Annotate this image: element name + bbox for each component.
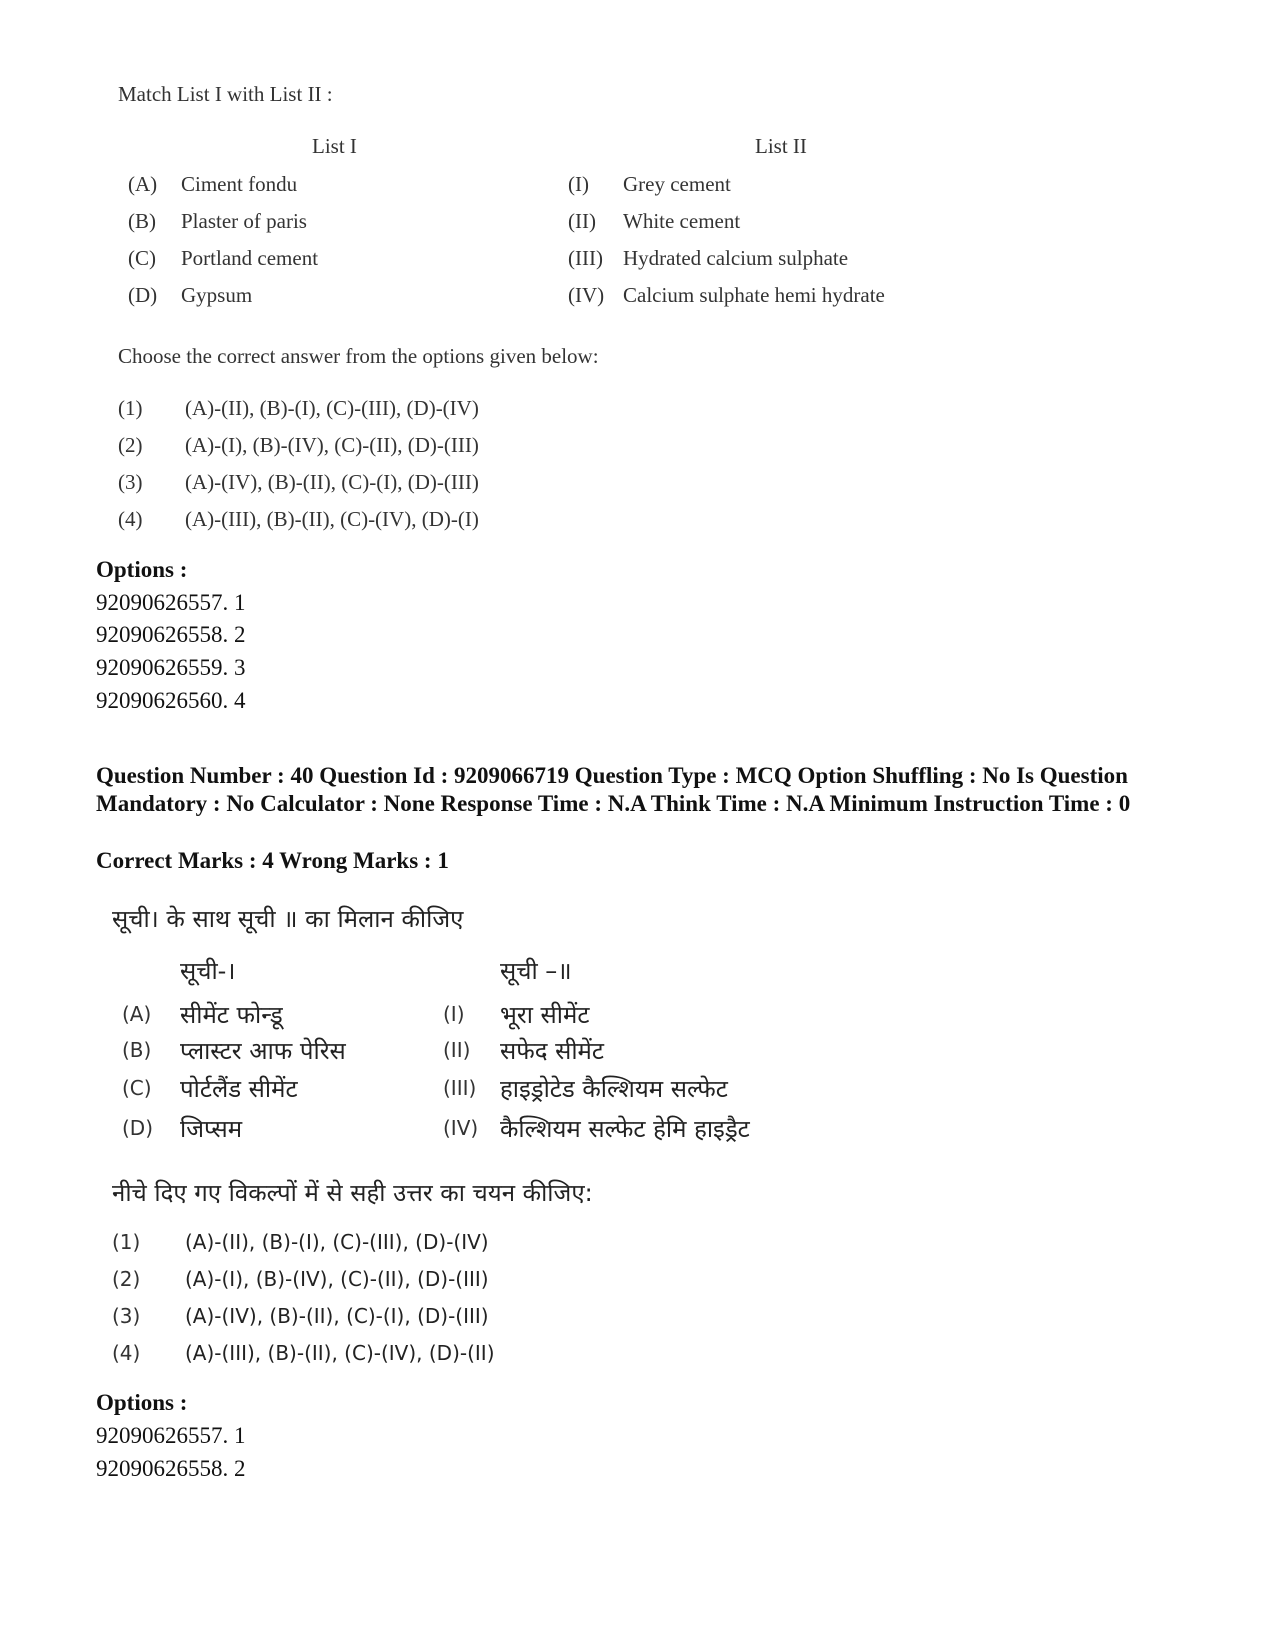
q40-choose-instruction: नीचे दिए गए विकल्पों में से सही उत्तर का चयन कीजिए: (112, 1179, 593, 1207)
q40-list2-header: सूची –॥ (500, 957, 572, 985)
q40-options-heading: Options : (96, 1390, 188, 1415)
option-item: 92090626560. 4 (96, 688, 246, 713)
option-item: 92090626557. 1 (96, 590, 246, 615)
q40-marks: Correct Marks : 4 Wrong Marks : 1 (96, 848, 449, 873)
q39-list2-header: List II (755, 134, 807, 158)
option-item: 92090626559. 3 (96, 655, 246, 680)
option-item: 92090626558. 2 (96, 1456, 246, 1481)
q39-question-image: Match List I with List II : List I List II (A) Ciment fondu (B) Plaster of paris (C) Portland cement (D) Gypsum (I) Grey cement (II) White cement (III) Hydrated calcium sulphate (IV) Calcium sulphate hemi hydrate Choose the correct answer from the options given below: (1) (A)-(II), (B)-(I), (C)-(III), (D)-(IV) (2) (A)-(I), (B)-(IV), (C)-(II), (D)-(III) (3) (A)-(IV), (B)-(II), (C)-(I), (D)-(III) (4) (A)-(III), (B)-(II), (C)-(IV), (D)-(I) (118, 82, 885, 531)
q40-question-image: सूची। के साथ सूची ॥ का मिलान कीजिए सूची-। सूची –॥ (A) सीमेंट फोन्डू (B) प्लास्टर आफ पेरिस (C) पोर्टलैंड सीमेंट (D) जिप्सम (I) भूरा सीमेंट (II) सफेद सीमेंट (III) हाइड्रोटेड कैल्शियम सल्फेट (IV) कैल्शियम सल्फेट हेमि हाइड्रैट नीचे दिए गए विकल्पों में से सही उत्तर का चयन कीजिए: (1) (A)-(II), (B)-(I), (C)-(III), (D)-(IV) (2) (A)-(I), (B)-(IV), (C)-(II), (D)-(III) (3) (A)-(IV), (B)-(II), (C)-(I), (D)-(III) (4) (A)-(III), (B)-(II), (C)-(IV), (D)-(II) (0, 890, 1275, 1380)
option-item: 92090626557. 1 (96, 1423, 246, 1448)
q39-list1-header: List I (312, 134, 357, 158)
option-item: 92090626558. 2 (96, 622, 246, 647)
q39-options-heading: Options : (96, 557, 188, 582)
q40-prompt: सूची। के साथ सूची ॥ का मिलान कीजिए (112, 905, 464, 933)
q39-prompt: Match List I with List II : (118, 82, 333, 106)
q39-choose-instruction: Choose the correct answer from the options given below: (118, 344, 599, 368)
q40-list1-header: सूची-। (180, 957, 236, 985)
q40-meta: Question Number : 40 Question Id : 9209066719 Question Type : MCQ Option Shuffling : No Is Question Mandatory : No Calculator : None Response Time : N.A Think Time : N.A Minimum Instruction Time : 0 (96, 763, 1131, 816)
